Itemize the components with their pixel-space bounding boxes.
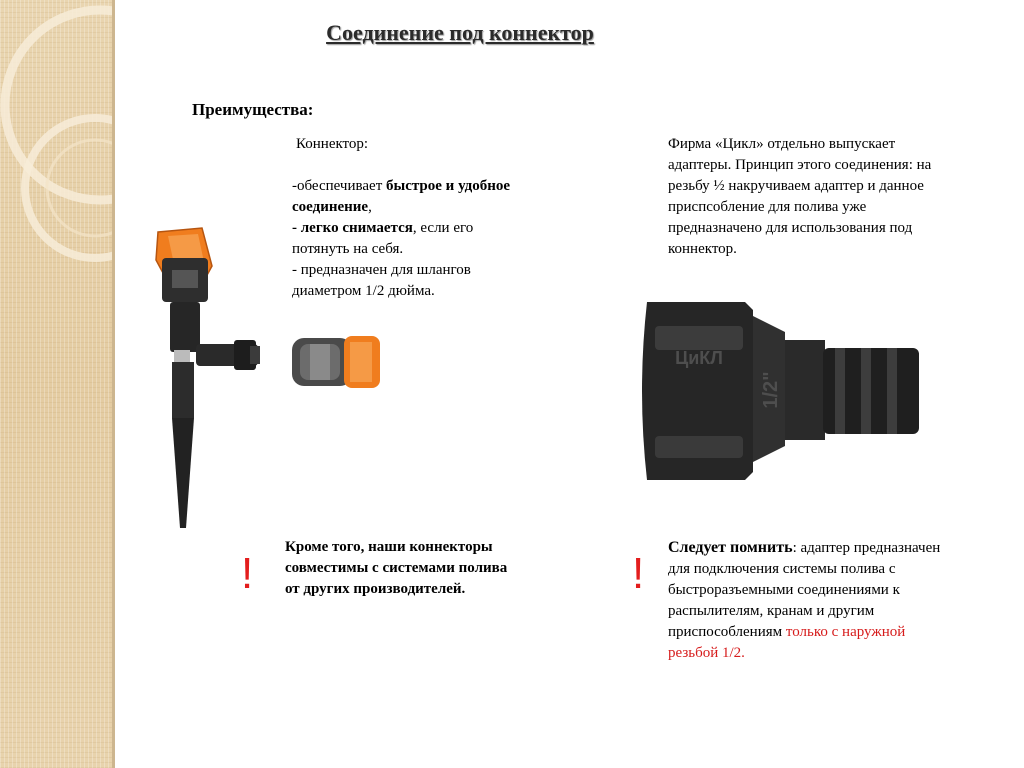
right-exclamation-icon: !	[632, 549, 645, 598]
adapter-brand-label: ЦиКЛ	[675, 348, 723, 368]
sidebar-divider	[112, 0, 115, 768]
reminder-note: Следует помнить: адаптер предназначен для подключения системы полива с быстроразъемными соединениями к распылителям, кранам и другим приспособлениям только с наружной резьбой 1/2.	[668, 539, 941, 661]
slide-title: Соединение под коннектор	[326, 20, 594, 45]
connector-description: -обеспечивает быстрое и удобное соединение, - легко снимается, если его потянуть на себя. - предназначен для шлангов диаметром 1/2 дюйма.	[292, 178, 511, 299]
adapter-image	[635, 296, 925, 486]
compatibility-note: Кроме того, наши коннекторы совместимы с системами полива от других производителей.	[285, 539, 508, 597]
adapter-description: Фирма «Цикл» отдельно выпускает адаптеры. Принцип этого соединения: на резьбу ½ накручиваем адаптер и данное приспсобление для полива уже предназначено для использования под коннектор.	[668, 136, 932, 257]
connector-image	[290, 330, 386, 392]
decorative-sidebar	[0, 0, 112, 768]
left-exclamation-icon: !	[241, 549, 254, 598]
connector-heading: Коннектор:	[296, 136, 369, 152]
sprinkler-image	[150, 222, 270, 538]
advantages-heading: Преимущества:	[192, 100, 314, 119]
adapter-size-label: 1/2"	[760, 371, 782, 409]
decorative-rings	[0, 0, 112, 768]
